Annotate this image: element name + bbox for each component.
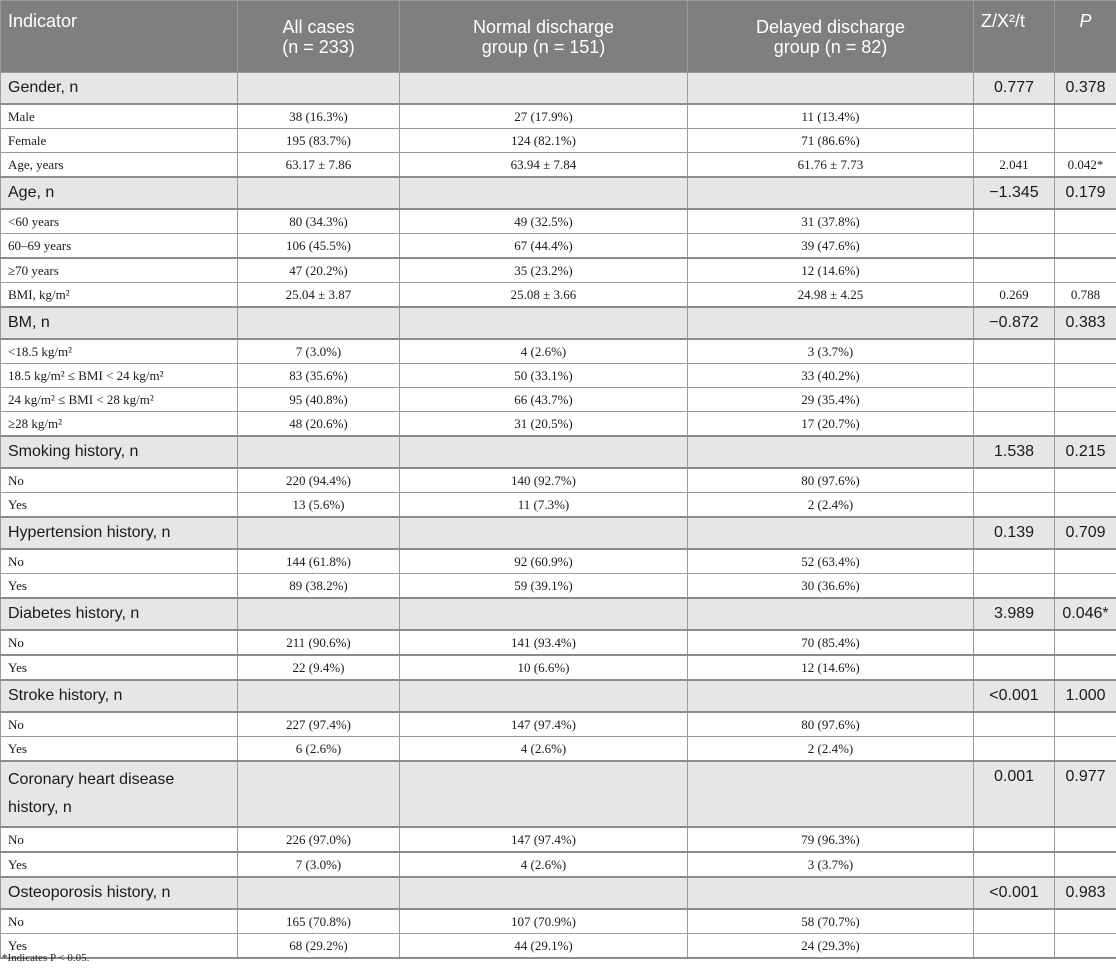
p-value: 0.378 [1055,73,1116,105]
cell-delayed: 2 (2.4%) [688,737,974,762]
row-label [1,761,238,827]
cell-normal: 4 (2.6%) [400,852,688,877]
header-statistic: Z/X²/t [974,1,1055,73]
cell-delayed: 24.98 ± 4.25 [688,283,974,308]
table-row [1,549,1116,574]
stat-value: 3.989 [974,598,1055,630]
p-value: 0.709 [1055,517,1116,549]
p-value: 0.788 [1055,283,1116,308]
cell-normal: 107 (70.9%) [400,909,688,934]
table-row [1,934,1116,959]
cell-delayed: 30 (36.6%) [688,574,974,599]
header-all-cases-label: All cases [282,16,355,37]
stat-value: −1.345 [974,177,1055,209]
p-value: 0.983 [1055,877,1116,909]
row-label: <18.5 kg/m² [1,339,238,364]
p-value: 0.046* [1055,598,1116,630]
row-label: Age, years [1,153,238,178]
table-row [1,129,1116,153]
row-label: Yes [1,852,238,877]
cell-normal: 59 (39.1%) [400,574,688,599]
table-row [1,209,1116,234]
cell-all: 226 (97.0%) [238,827,400,852]
cell-normal: 147 (97.4%) [400,712,688,737]
cell-delayed: 29 (35.4%) [688,388,974,412]
row-label: BM, n [1,307,238,339]
table-row [1,574,1116,599]
group-row-osteoporosis [1,877,1116,909]
cell-all: 106 (45.5%) [238,234,400,259]
row-label: Female [1,129,238,153]
row-label: Yes [1,934,238,959]
stat-value: 1.538 [974,436,1055,468]
cell-normal: 31 (20.5%) [400,412,688,437]
row-label: Age, n [1,177,238,209]
header-all-cases-n: (n = 233) [282,36,355,57]
table-footnote: *Indicates P < 0.05. [2,952,90,964]
cell-normal: 147 (97.4%) [400,827,688,852]
cell-delayed: 12 (14.6%) [688,655,974,680]
stat-value: 0.777 [974,73,1055,105]
cell-normal: 50 (33.1%) [400,364,688,388]
row-label: Yes [1,574,238,599]
cell-delayed: 80 (97.6%) [688,468,974,493]
cell-all: 6 (2.6%) [238,737,400,762]
cell-delayed: 3 (3.7%) [688,852,974,877]
table-row [1,827,1116,852]
header-normal-label: Normal discharge [472,16,615,37]
cell-normal: 92 (60.9%) [400,549,688,574]
row-label: 18.5 kg/m² ≤ BMI < 24 kg/m² [1,364,238,388]
cell-all: 227 (97.4%) [238,712,400,737]
table-row [1,153,1116,178]
header-normal-discharge [400,1,688,73]
cell-delayed: 80 (97.6%) [688,712,974,737]
table-row [1,468,1116,493]
cell-delayed: 52 (63.4%) [688,549,974,574]
cell-delayed: 58 (70.7%) [688,909,974,934]
cell-delayed: 39 (47.6%) [688,234,974,259]
row-label: No [1,712,238,737]
row-label: No [1,909,238,934]
group-row-diabetes [1,598,1116,630]
p-value: 0.215 [1055,436,1116,468]
cell-delayed: 17 (20.7%) [688,412,974,437]
cell-all: 48 (20.6%) [238,412,400,437]
row-label: No [1,549,238,574]
cell-all: 25.04 ± 3.87 [238,283,400,308]
row-label: 24 kg/m² ≤ BMI < 28 kg/m² [1,388,238,412]
group-row-gender [1,73,1116,105]
row-label: ≥28 kg/m² [1,412,238,437]
cell-delayed: 11 (13.4%) [688,104,974,129]
table-row [1,909,1116,934]
cell-all: 144 (61.8%) [238,549,400,574]
cell-normal: 4 (2.6%) [400,339,688,364]
row-label-line1: Coronary heart disease [8,771,175,788]
group-row-coronary [1,761,1116,827]
cell-normal: 140 (92.7%) [400,468,688,493]
cell-delayed: 79 (96.3%) [688,827,974,852]
row-label: Yes [1,737,238,762]
cell-delayed: 71 (86.6%) [688,129,974,153]
cell-delayed: 12 (14.6%) [688,258,974,283]
cell-all: 38 (16.3%) [238,104,400,129]
row-label: ≥70 years [1,258,238,283]
p-value: 0.977 [1055,761,1116,827]
row-label: Yes [1,655,238,680]
table-row [1,283,1116,308]
stat-value: −0.872 [974,307,1055,339]
row-label: Osteoporosis history, n [1,877,238,909]
cell-delayed: 2 (2.4%) [688,493,974,518]
cell-all: 22 (9.4%) [238,655,400,680]
stat-value: <0.001 [974,877,1055,909]
row-label: 60–69 years [1,234,238,259]
row-label: No [1,630,238,655]
cell-all: 13 (5.6%) [238,493,400,518]
row-label: Yes [1,493,238,518]
table-row [1,104,1116,129]
cell-delayed: 24 (29.3%) [688,934,974,959]
group-row-bm [1,307,1116,339]
table-row [1,655,1116,680]
cell-all: 220 (94.4%) [238,468,400,493]
cell-all: 7 (3.0%) [238,339,400,364]
row-label: Gender, n [1,73,238,105]
row-label: BMI, kg/m² [1,283,238,308]
table-row [1,712,1116,737]
table-row [1,258,1116,283]
group-row-stroke [1,680,1116,712]
cell-delayed: 31 (37.8%) [688,209,974,234]
row-label: Hypertension history, n [1,517,238,549]
table-row [1,234,1116,259]
header-row [1,1,1116,73]
header-all-cases [238,1,400,73]
p-value: 0.383 [1055,307,1116,339]
row-label-line2: history, n [8,799,72,816]
stat-value: <0.001 [974,680,1055,712]
cell-delayed: 33 (40.2%) [688,364,974,388]
cell-all: 7 (3.0%) [238,852,400,877]
group-row-smoking [1,436,1116,468]
table-row [1,737,1116,762]
header-delayed-label: Delayed discharge [755,16,906,37]
stat-value: 0.139 [974,517,1055,549]
row-label: Smoking history, n [1,436,238,468]
row-label: No [1,827,238,852]
p-value: 0.042* [1055,153,1116,178]
cell-normal: 66 (43.7%) [400,388,688,412]
table-row [1,412,1116,437]
table-row [1,852,1116,877]
stat-value: 0.001 [974,761,1055,827]
cell-all: 195 (83.7%) [238,129,400,153]
row-label: No [1,468,238,493]
stat-value: 0.269 [974,283,1055,308]
cell-normal: 67 (44.4%) [400,234,688,259]
cell-all: 165 (70.8%) [238,909,400,934]
cell-delayed: 70 (85.4%) [688,630,974,655]
cell-normal: 49 (32.5%) [400,209,688,234]
row-label: Stroke history, n [1,680,238,712]
cell-all: 47 (20.2%) [238,258,400,283]
table-row [1,493,1116,518]
cell-all: 63.17 ± 7.86 [238,153,400,178]
table-row [1,388,1116,412]
row-label: Male [1,104,238,129]
cell-all: 95 (40.8%) [238,388,400,412]
header-delayed-discharge [688,1,974,73]
cell-normal: 63.94 ± 7.84 [400,153,688,178]
stat-value: 2.041 [974,153,1055,178]
header-normal-n: group (n = 151) [481,36,606,57]
cell-delayed: 3 (3.7%) [688,339,974,364]
cell-normal: 44 (29.1%) [400,934,688,959]
cell-normal: 11 (7.3%) [400,493,688,518]
cell-normal: 124 (82.1%) [400,129,688,153]
cell-all: 68 (29.2%) [238,934,400,959]
header-p: P [1055,1,1116,73]
cell-normal: 27 (17.9%) [400,104,688,129]
cell-all: 83 (35.6%) [238,364,400,388]
row-label: Diabetes history, n [1,598,238,630]
cell-all: 89 (38.2%) [238,574,400,599]
table-row [1,339,1116,364]
p-value: 0.179 [1055,177,1116,209]
cell-all: 211 (90.6%) [238,630,400,655]
table-row [1,630,1116,655]
cell-normal: 141 (93.4%) [400,630,688,655]
cell-normal: 25.08 ± 3.66 [400,283,688,308]
cell-normal: 10 (6.6%) [400,655,688,680]
table-row [1,364,1116,388]
group-row-hypertension [1,517,1116,549]
header-delayed-n: group (n = 82) [773,36,888,57]
cell-normal: 4 (2.6%) [400,737,688,762]
cell-normal: 35 (23.2%) [400,258,688,283]
p-value: 1.000 [1055,680,1116,712]
header-indicator: Indicator [1,1,238,73]
row-label: <60 years [1,209,238,234]
cell-all: 80 (34.3%) [238,209,400,234]
group-row-age [1,177,1116,209]
cell-delayed: 61.76 ± 7.73 [688,153,974,178]
